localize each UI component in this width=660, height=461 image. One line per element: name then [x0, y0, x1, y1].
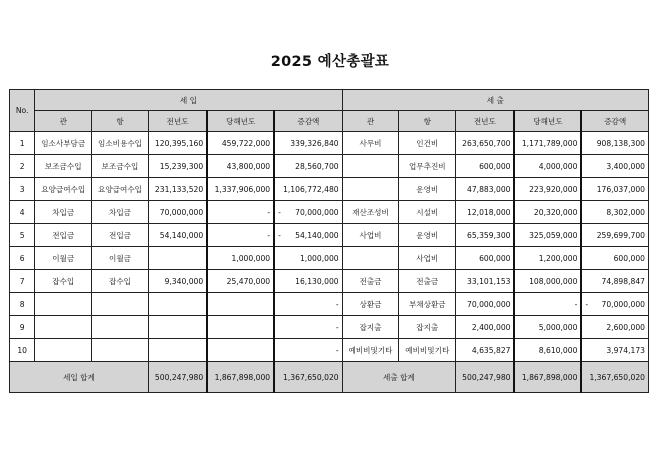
- income-prev-year: 54,140,000: [148, 224, 207, 247]
- expense-total-label: 세출 합계: [342, 362, 456, 393]
- header-no: No.: [10, 90, 35, 132]
- income-prev-year: 15,239,300: [148, 155, 207, 178]
- header-in-hang: 항: [92, 111, 149, 132]
- header-ex-diff: 증감액: [581, 111, 648, 132]
- income-diff: [274, 247, 342, 270]
- income-diff-sign: -: [278, 230, 281, 240]
- income-current-year: 25,470,000: [207, 270, 274, 293]
- expense-prev-year: 47,883,000: [456, 178, 515, 201]
- expense-current-year: -: [514, 293, 581, 316]
- row-no: 7: [10, 270, 35, 293]
- expense-diff-sign: -: [585, 299, 589, 309]
- income-diff: [274, 316, 342, 339]
- income-kwan: [35, 293, 92, 316]
- header-expense: 세 출: [342, 90, 648, 111]
- expense-diff: [581, 178, 648, 201]
- income-prev-year: [148, 247, 207, 270]
- expense-current-year: 1,200,000: [514, 247, 581, 270]
- budget-summary-table: [9, 89, 649, 393]
- income-diff-value: 339,326,840: [290, 138, 339, 148]
- income-kwan: 임소사부담금: [35, 132, 92, 155]
- income-hang: [92, 339, 149, 362]
- expense-current-year: 325,059,000: [514, 224, 581, 247]
- row-no: 5: [10, 224, 35, 247]
- table-row: [10, 270, 649, 293]
- income-diff-value: 1,106,772,480: [283, 184, 339, 194]
- expense-kwan: 재산조성비: [342, 201, 399, 224]
- income-total-prev: 500,247,980: [148, 362, 207, 393]
- table-row: [10, 201, 649, 224]
- income-diff: [274, 155, 342, 178]
- income-kwan: 차입금: [35, 201, 92, 224]
- expense-kwan: 잡지출: [342, 316, 399, 339]
- income-diff: [274, 224, 342, 247]
- expense-current-year: 4,000,000: [514, 155, 581, 178]
- expense-diff-value: 3,400,000: [606, 161, 645, 171]
- totals-row: [10, 362, 649, 393]
- income-prev-year: [148, 316, 207, 339]
- income-kwan: [35, 316, 92, 339]
- expense-prev-year: 33,101,153: [456, 270, 515, 293]
- income-hang: [92, 293, 149, 316]
- income-diff: [274, 293, 342, 316]
- table-row: [10, 293, 649, 316]
- expense-hang: 업무추진비: [399, 155, 456, 178]
- expense-diff: [581, 339, 648, 362]
- income-diff-value: -: [335, 345, 339, 355]
- income-diff-value: 16,130,000: [295, 276, 339, 286]
- expense-current-year: 8,610,000: [514, 339, 581, 362]
- expense-kwan: [342, 247, 399, 270]
- income-hang: 요양급여수입: [92, 178, 149, 201]
- expense-kwan: 예비비및기타: [342, 339, 399, 362]
- income-current-year: 1,000,000: [207, 247, 274, 270]
- expense-current-year: 108,000,000: [514, 270, 581, 293]
- expense-prev-year: 12,018,000: [456, 201, 515, 224]
- income-diff: [274, 178, 342, 201]
- expense-prev-year: 4,635,827: [456, 339, 515, 362]
- expense-hang: 시설비: [399, 201, 456, 224]
- income-diff: [274, 270, 342, 293]
- expense-diff-value: 3,974,173: [606, 345, 645, 355]
- income-diff-value: 54,140,000: [295, 230, 339, 240]
- expense-diff: [581, 316, 648, 339]
- expense-hang: 인건비: [399, 132, 456, 155]
- income-prev-year: 231,133,520: [148, 178, 207, 201]
- expense-kwan: 상환금: [342, 293, 399, 316]
- expense-kwan: 전출금: [342, 270, 399, 293]
- expense-diff: [581, 224, 648, 247]
- expense-prev-year: 263,650,700: [456, 132, 515, 155]
- expense-diff-value: 8,302,000: [606, 207, 645, 217]
- expense-diff: [581, 270, 648, 293]
- header-in-prev: 전년도: [148, 111, 207, 132]
- expense-diff-value: 908,138,300: [596, 138, 645, 148]
- expense-diff-value: 74,898,847: [601, 276, 645, 286]
- header-ex-curr: 당해년도: [514, 111, 581, 132]
- expense-current-year: 5,000,000: [514, 316, 581, 339]
- header-in-kwan: 관: [35, 111, 92, 132]
- table-row: [10, 316, 649, 339]
- expense-diff: [581, 155, 648, 178]
- expense-hang: 사업비: [399, 247, 456, 270]
- table-row: [10, 155, 649, 178]
- expense-current-year: 223,920,000: [514, 178, 581, 201]
- income-diff-value: -: [335, 299, 339, 309]
- expense-kwan: 사업비: [342, 224, 399, 247]
- expense-current-year: 20,320,000: [514, 201, 581, 224]
- income-kwan: 전입금: [35, 224, 92, 247]
- expense-total-diff: 1,367,650,020: [581, 362, 648, 393]
- expense-prev-year: 600,000: [456, 247, 515, 270]
- expense-diff-value: 600,000: [613, 253, 645, 263]
- row-no: 1: [10, 132, 35, 155]
- income-total-label: 세입 합계: [10, 362, 149, 393]
- expense-diff: [581, 132, 648, 155]
- table-row: [10, 339, 649, 362]
- expense-diff-value: 2,600,000: [606, 322, 645, 332]
- row-no: 8: [10, 293, 35, 316]
- income-current-year: 1,337,906,000: [207, 178, 274, 201]
- income-kwan: 잡수입: [35, 270, 92, 293]
- row-no: 10: [10, 339, 35, 362]
- expense-prev-year: 600,000: [456, 155, 515, 178]
- income-hang: 이월금: [92, 247, 149, 270]
- income-kwan: 보조금수입: [35, 155, 92, 178]
- income-current-year: [207, 316, 274, 339]
- expense-kwan: 사무비: [342, 132, 399, 155]
- income-diff-value: 70,000,000: [295, 207, 339, 217]
- row-no: 4: [10, 201, 35, 224]
- expense-prev-year: 70,000,000: [456, 293, 515, 316]
- expense-hang: 예비비및기타: [399, 339, 456, 362]
- expense-diff-value: 70,000,000: [601, 299, 645, 309]
- income-diff: [274, 201, 342, 224]
- income-hang: 임소비용수입: [92, 132, 149, 155]
- expense-hang: 부채상환금: [399, 293, 456, 316]
- header-row-2: [10, 111, 649, 132]
- income-current-year: [207, 293, 274, 316]
- table-row: [10, 178, 649, 201]
- income-hang: 잡수입: [92, 270, 149, 293]
- income-prev-year: 70,000,000: [148, 201, 207, 224]
- income-hang: [92, 316, 149, 339]
- row-no: 3: [10, 178, 35, 201]
- expense-current-year: 1,171,789,000: [514, 132, 581, 155]
- header-row-1: [10, 90, 649, 111]
- header-ex-kwan: 관: [342, 111, 399, 132]
- expense-hang: 운영비: [399, 178, 456, 201]
- income-diff-value: 28,560,700: [295, 161, 339, 171]
- expense-hang: 운영비: [399, 224, 456, 247]
- expense-diff: [581, 247, 648, 270]
- income-current-year: -: [207, 201, 274, 224]
- income-hang: 전입금: [92, 224, 149, 247]
- expense-hang: 전출금: [399, 270, 456, 293]
- income-current-year: [207, 339, 274, 362]
- income-diff-value: 1,000,000: [299, 253, 339, 263]
- expense-kwan: [342, 155, 399, 178]
- expense-diff-value: 259,699,700: [596, 230, 645, 240]
- row-no: 2: [10, 155, 35, 178]
- expense-diff-value: 176,037,000: [596, 184, 645, 194]
- income-total-diff: 1,367,650,020: [274, 362, 342, 393]
- header-in-curr: 당해년도: [207, 111, 274, 132]
- expense-diff: [581, 201, 648, 224]
- income-diff-sign: -: [278, 207, 281, 217]
- expense-prev-year: 65,359,300: [456, 224, 515, 247]
- row-no: 6: [10, 247, 35, 270]
- expense-total-curr: 1,867,898,000: [514, 362, 581, 393]
- expense-total-prev: 500,247,980: [456, 362, 515, 393]
- income-kwan: 이월금: [35, 247, 92, 270]
- income-diff: [274, 132, 342, 155]
- income-hang: 보조금수입: [92, 155, 149, 178]
- income-prev-year: 120,395,160: [148, 132, 207, 155]
- table-row: [10, 224, 649, 247]
- header-in-diff: 증감액: [274, 111, 342, 132]
- expense-prev-year: 2,400,000: [456, 316, 515, 339]
- income-hang: 차입금: [92, 201, 149, 224]
- income-prev-year: [148, 293, 207, 316]
- income-total-curr: 1,867,898,000: [207, 362, 274, 393]
- header-ex-hang: 항: [399, 111, 456, 132]
- income-kwan: 요양급여수입: [35, 178, 92, 201]
- income-kwan: [35, 339, 92, 362]
- page-title: 2025 예산총괄표: [270, 54, 390, 70]
- expense-kwan: [342, 178, 399, 201]
- row-no: 9: [10, 316, 35, 339]
- income-prev-year: [148, 339, 207, 362]
- income-diff: [274, 339, 342, 362]
- income-current-year: 43,800,000: [207, 155, 274, 178]
- income-prev-year: 9,340,000: [148, 270, 207, 293]
- income-current-year: 459,722,000: [207, 132, 274, 155]
- table-row: [10, 247, 649, 270]
- header-income: 세 입: [35, 90, 342, 111]
- expense-hang: 잡지출: [399, 316, 456, 339]
- income-current-year: -: [207, 224, 274, 247]
- header-ex-prev: 전년도: [456, 111, 515, 132]
- income-diff-value: -: [335, 322, 339, 332]
- table-row: [10, 132, 649, 155]
- expense-diff: [581, 293, 648, 316]
